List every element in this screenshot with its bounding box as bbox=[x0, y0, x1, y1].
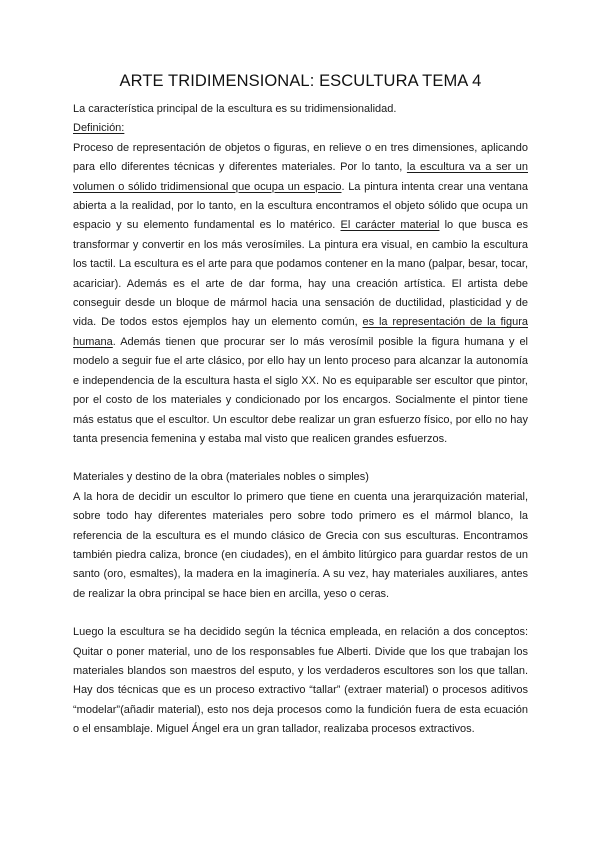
technique-paragraph: Luego la escultura se ha decidido según la técnica empleada, en relación a dos conceptos: Quitar o poner material, uno de los responsables fue Alberti. Divide que los que trabajan los materiales blandos son maestros del esputo, y los verdaderos escultores son los que tallan. Hay dos técnicas que es un proceso extractivo “tallar” (extraer material) o procesos aditivos “modelar”(añadir material), esto nos deja procesos como la fundición fuera de esta ecuación o el ensamblaje. Miguel Ángel era un gran tallador, realizaba procesos extractivos. bbox=[73, 626, 528, 736]
definition-text-2: . La pintura intenta crear una ventana abierta a la realidad, por lo tanto, en la escultura encontramos el objeto sólido que ocupa un espacio y su elemento fundamental es lo matérico. bbox=[73, 180, 528, 232]
materials-paragraph: A la hora de decidir un escultor lo primero que tiene en cuenta una jerarquización material, sobre todo hay diferentes materiales pero sobre todo primero es el mármol blanco, la referencia de la escultura es el mundo clásico de Grecia con sus esculturas. Encontramos también piedra caliza, bronce (en ciudades), en el ámbito litúrgico para guardar restos de un santo (oro, esmaltes), la madera en la imaginería. A su vez, hay materiales auxiliares, antes de realizar la obra principal se hace bien en arcilla, yeso o ceras. bbox=[73, 490, 528, 600]
definition-paragraph bbox=[73, 139, 528, 450]
intro-paragraph: La característica principal de la escultura es su tridimensionalidad. bbox=[73, 103, 397, 115]
definition-heading: Definición: bbox=[73, 122, 125, 135]
definition-underline-3: es la representación de la figura humana bbox=[73, 316, 528, 348]
definition-underline-1: la escultura va a ser un volumen o sólido tridimensional que ocupa un espacio bbox=[73, 161, 528, 193]
definition-text-4: . Además tienen que procurar ser lo más verosímil posible la figura humana y el modelo a seguir fue el arte clásico, por ello hay un lento proceso para alcanzar la autonomía e independencia de la escultura hasta el siglo XX. No es equiparable ser escultor que pintor, por el costo de los materiales y condicionado por los encargos. Socialmente el pintor tiene más estatus que el escultor. Un escultor debe realizar un gran esfuerzo físico, por ello no hay tanta presencia femenina y estaba mal visto que realicen grandes esfuerzos. bbox=[73, 335, 528, 445]
definition-text-1: Proceso de representación de objetos o figuras, en relieve o en tres dimensiones, aplicando para ello diferentes técnicas y diferentes materiales. Por lo tanto, bbox=[73, 141, 528, 174]
definition-underline-2: El carácter material bbox=[340, 219, 440, 232]
paragraph-spacer bbox=[73, 604, 528, 623]
materials-heading: Materiales y destino de la obra (materiales nobles o simples) bbox=[73, 471, 369, 484]
page-title: ARTE TRIDIMENSIONAL: ESCULTURA TEMA 4 bbox=[119, 72, 482, 90]
definition-text-3: lo que busca es transformar y convertir en los más verosímiles. La pintura era visual, en cambio la escultura los tactil. La escultura es el arte para que podamos contener en la mano (palpar, besar, tocar, acariciar). Además es el arte de dar forma, hay una creación artística. El artista debe conseguir desde un bloque de mármol hacia una sensación de ductilidad, plasticidad y de vida. De todos estos ejemplos hay un elemento común, bbox=[73, 219, 528, 329]
paragraph-spacer bbox=[73, 449, 528, 468]
